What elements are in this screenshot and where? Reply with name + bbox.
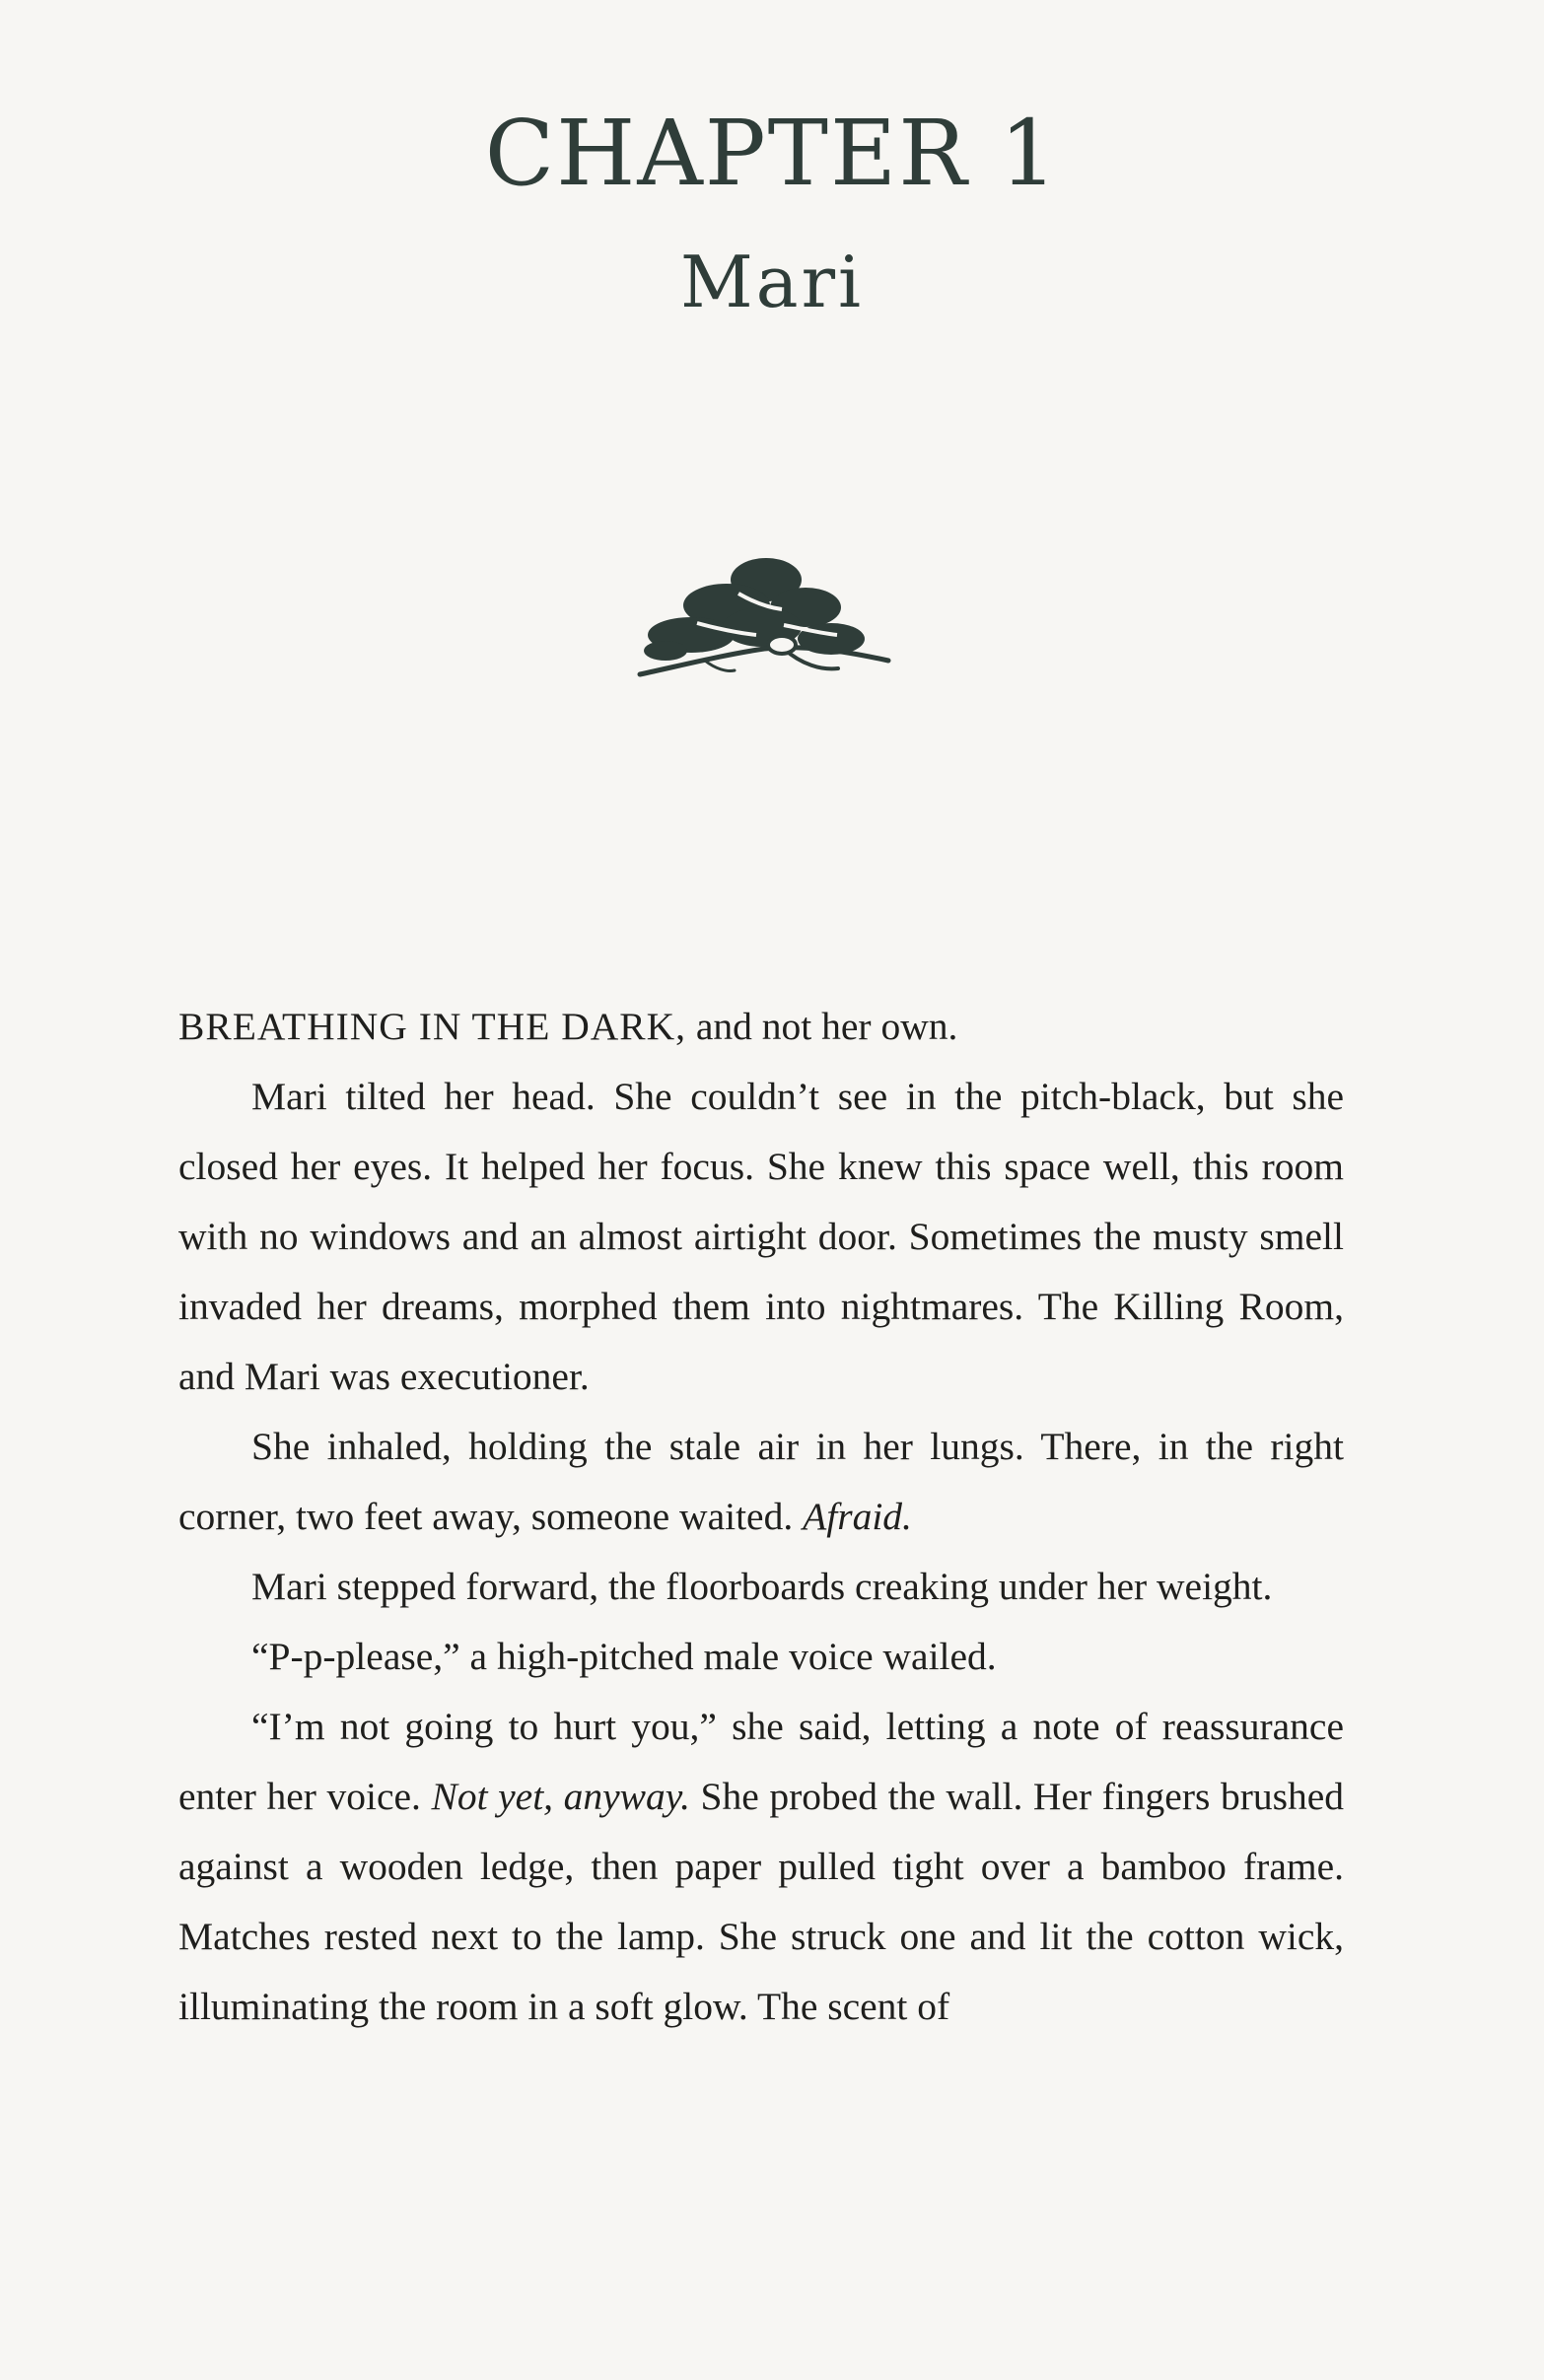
opening-words: BREATHING IN THE DARK, [178,1005,686,1048]
paragraph [178,1622,1344,1692]
paragraph [178,1552,1344,1622]
chapter-title: Mari [679,241,865,323]
paragraph [178,992,1344,1062]
chapter-heading [0,101,1544,323]
paragraph [178,1692,1344,2042]
italic-text: Afraid. [803,1495,912,1538]
pine-branch-icon [636,554,892,682]
paragraph-text: “P-p-please,” a high-pitched male voice wailed. [251,1635,997,1678]
paragraph-text: She probed the wall. Her fingers brushed against a wooden ledge, then paper pulled tight over a bamboo frame. Matches rested next to the lamp. She struck one and lit the cotton wick, illuminating the room in a soft glow. The scent of [178,1775,1344,2028]
paragraph-text: Mari tilted her head. She couldn’t see in the pitch-black, but she closed her eyes. It helped her focus. She knew this space well, this room with no windows and an almost airtight door. Sometimes the musty smell invaded her dreams, morphed them into nightmares. The Killing Room, and Mari was executioner. [178,1075,1344,1398]
paragraph-text: and not her own. [686,1005,958,1048]
paragraph-text: “I’m not going to hurt you,” she said, letting a note of reassurance enter her voice. [178,1705,1344,1818]
italic-text: Not yet, anyway. [431,1775,690,1818]
chapter-number: CHAPTER 1 [484,101,1060,206]
paragraph-text: She inhaled, holding the stale air in her lungs. There, in the right corner, two feet away, someone waited. [178,1425,1344,1538]
paragraph [178,1062,1344,1412]
chapter-body [178,992,1344,2042]
paragraph [178,1412,1344,1552]
paragraph-text: Mari stepped forward, the floorboards creaking under her weight. [251,1565,1273,1608]
